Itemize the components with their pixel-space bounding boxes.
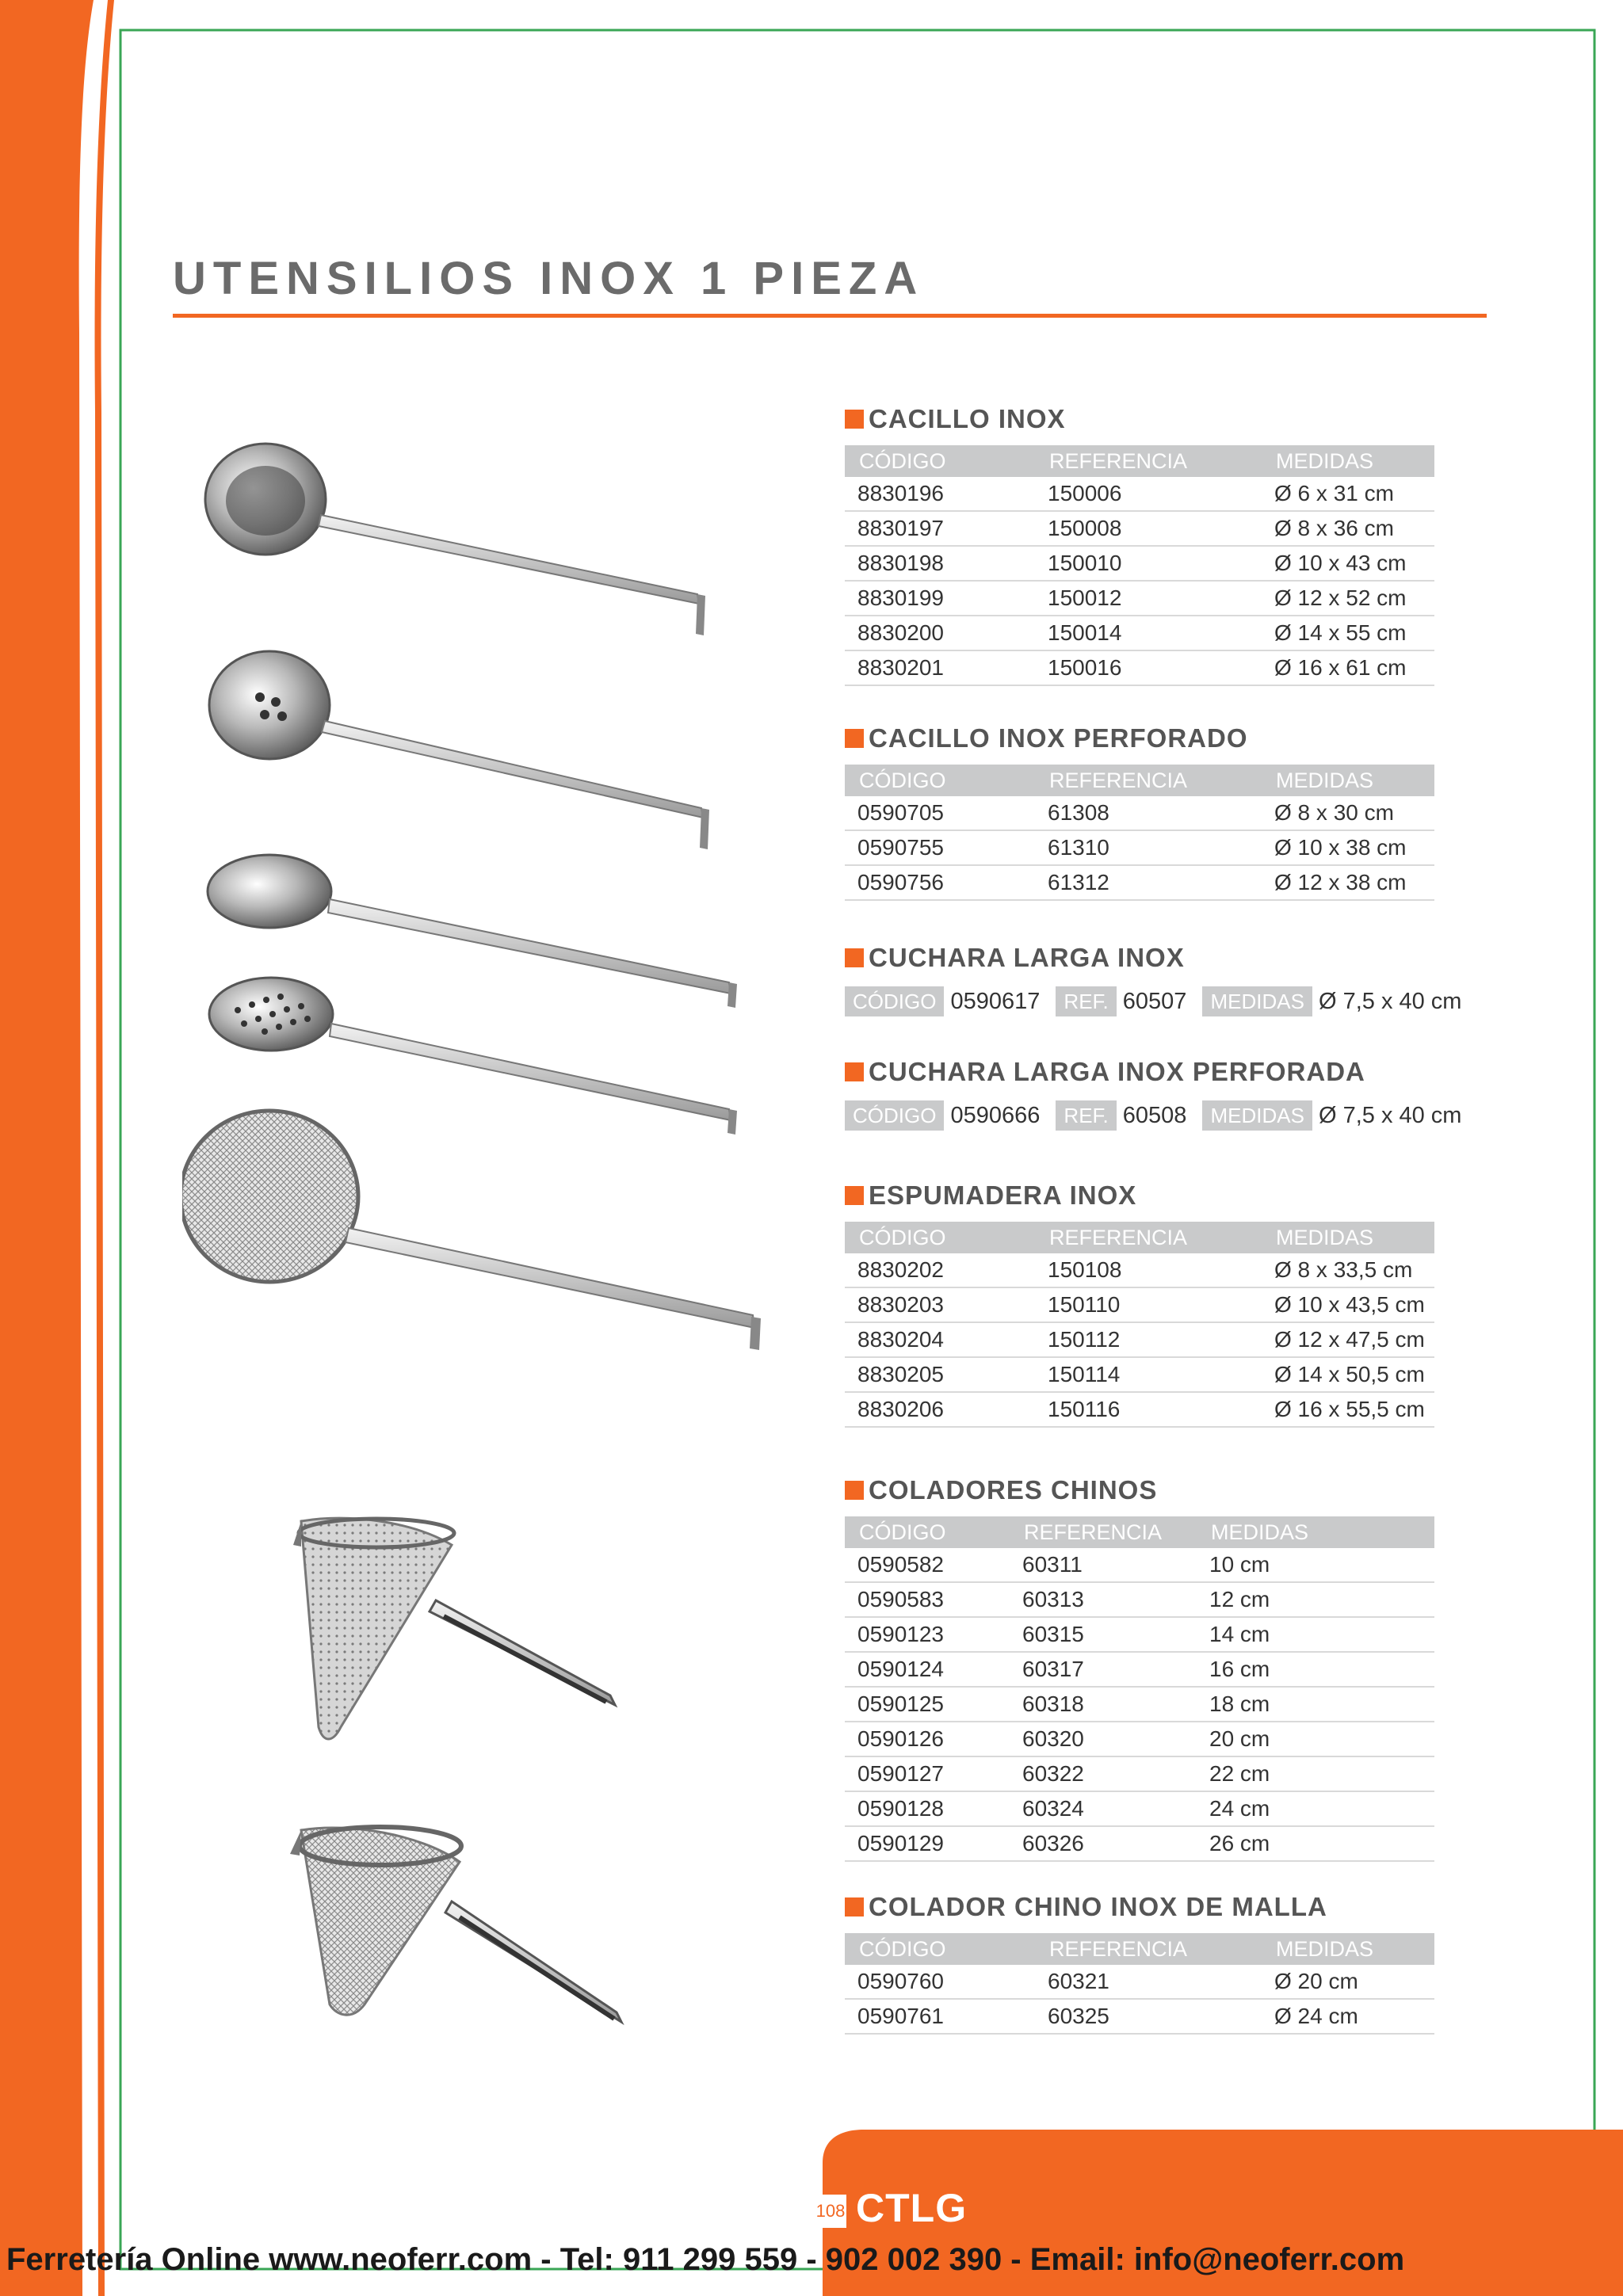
table-row (845, 616, 1434, 650)
cell-referencia: 60320 (1010, 1722, 1197, 1756)
col-header-medidas: MEDIDAS (1262, 1222, 1434, 1253)
section-bullet (845, 410, 864, 429)
codigo-label: CÓDIGO (845, 1100, 944, 1131)
col-header-medidas: MEDIDAS (1197, 1516, 1434, 1548)
perforated-ladle-illustration (209, 651, 709, 849)
section-bullet (845, 948, 864, 967)
cell-referencia: 60324 (1010, 1791, 1197, 1826)
cell-codigo: 8830205 (845, 1357, 1035, 1392)
codigo-value: 0590666 (950, 1103, 1041, 1128)
section-bullet (845, 1897, 864, 1917)
cell-referencia: 150112 (1035, 1322, 1262, 1357)
col-header-codigo: CÓDIGO (845, 445, 1035, 477)
cell-codigo: 0590755 (845, 830, 1035, 865)
ref-label: REF. (1056, 1100, 1116, 1131)
cell-medidas: 20 cm (1197, 1722, 1434, 1756)
ladle-illustration (205, 444, 705, 635)
table-row (845, 581, 1434, 616)
table-row (845, 830, 1434, 865)
col-header-referencia: REFERENCIA (1035, 445, 1262, 477)
left-orange-thin-stripe (95, 0, 114, 2296)
page-title: UTENSILIOS INOX 1 PIEZA (173, 253, 925, 304)
table-row (845, 1791, 1434, 1826)
cell-referencia: 60321 (1035, 1965, 1262, 1999)
section-title-coladores-chinos (845, 1475, 1157, 1505)
section-title-text: CUCHARA LARGA INOX PERFORADA (869, 1057, 1365, 1086)
cell-referencia: 150008 (1035, 511, 1262, 546)
cell-medidas: Ø 14 x 50,5 cm (1262, 1357, 1434, 1392)
section-title-text: CACILLO INOX PERFORADO (869, 723, 1248, 753)
cell-referencia: 150110 (1035, 1287, 1262, 1322)
col-header-referencia: REFERENCIA (1010, 1516, 1197, 1548)
cell-codigo: 0590123 (845, 1617, 1010, 1652)
cell-medidas: 14 cm (1197, 1617, 1434, 1652)
codigo-value: 0590617 (950, 989, 1041, 1014)
col-header-medidas: MEDIDAS (1262, 445, 1434, 477)
cell-medidas: 26 cm (1197, 1826, 1434, 1861)
section-bullet (845, 1062, 864, 1081)
medidas-value: Ø 7,5 x 40 cm (1318, 1103, 1462, 1128)
cell-medidas: Ø 8 x 33,5 cm (1262, 1253, 1434, 1287)
col-header-referencia: REFERENCIA (1035, 1933, 1262, 1965)
table-row (845, 1548, 1434, 1582)
medidas-value: Ø 7,5 x 40 cm (1318, 989, 1462, 1014)
cell-codigo: 0590129 (845, 1826, 1010, 1861)
cell-codigo: 0590761 (845, 1999, 1035, 2034)
cell-medidas: Ø 6 x 31 cm (1262, 477, 1434, 511)
table-row (845, 1652, 1434, 1687)
table-row (845, 1357, 1434, 1392)
table-row (845, 1722, 1434, 1756)
page-number: 108 (815, 2195, 846, 2228)
cell-referencia: 150006 (1035, 477, 1262, 511)
left-orange-band (0, 0, 94, 2296)
section-bullet (845, 1481, 864, 1500)
section-title-text: CUCHARA LARGA INOX (869, 943, 1185, 972)
cell-referencia: 150010 (1035, 546, 1262, 581)
cell-referencia: 60325 (1035, 1999, 1262, 2034)
cell-codigo: 0590126 (845, 1722, 1010, 1756)
table-row (845, 477, 1434, 511)
table-row (845, 1392, 1434, 1427)
cell-referencia: 60313 (1010, 1582, 1197, 1617)
table-row (845, 1965, 1434, 1999)
col-header-codigo: CÓDIGO (845, 1933, 1035, 1965)
section-title-cacillo-inox (845, 404, 1066, 434)
cell-medidas: 12 cm (1197, 1582, 1434, 1617)
table-row (845, 1687, 1434, 1722)
section-title-espumadera (845, 1180, 1136, 1211)
table-colador-malla (845, 1933, 1434, 2035)
title-underline (173, 314, 1487, 318)
col-header-medidas: MEDIDAS (1262, 765, 1434, 796)
section-title-colador-malla (845, 1892, 1327, 1922)
cell-referencia: 60315 (1010, 1617, 1197, 1652)
cell-codigo: 8830199 (845, 581, 1035, 616)
table-row (845, 546, 1434, 581)
cell-referencia: 60326 (1010, 1826, 1197, 1861)
cell-medidas: Ø 10 x 38 cm (1262, 830, 1434, 865)
table-row (845, 1322, 1434, 1357)
section-bullet (845, 1186, 864, 1205)
table-espumadera (845, 1222, 1434, 1428)
cell-referencia: 60311 (1010, 1548, 1197, 1582)
table-row (845, 1582, 1434, 1617)
col-header-referencia: REFERENCIA (1035, 1222, 1262, 1253)
cell-medidas: Ø 8 x 30 cm (1262, 796, 1434, 830)
spec-row-cuchara-larga (845, 989, 1471, 1015)
table-cacillo-inox (845, 445, 1434, 686)
footer-contact-line: Ferretería Online www.neoferr.com - Tel: 911 299 559 - 902 002 390 - Email: info@neoferr.com (6, 2242, 1405, 2277)
section-title-cuchara-perforada (845, 1057, 1365, 1087)
product-illustrations (182, 428, 800, 2060)
cell-codigo: 8830198 (845, 546, 1035, 581)
table-row (845, 511, 1434, 546)
table-row (845, 1287, 1434, 1322)
spec-row-cuchara-perforada (845, 1103, 1471, 1129)
cell-codigo: 8830200 (845, 616, 1035, 650)
cell-codigo: 8830201 (845, 650, 1035, 685)
col-header-codigo: CÓDIGO (845, 1516, 1010, 1548)
cell-codigo: 0590127 (845, 1756, 1010, 1791)
cell-medidas: 22 cm (1197, 1756, 1434, 1791)
cell-referencia: 60322 (1010, 1756, 1197, 1791)
cell-medidas: Ø 12 x 52 cm (1262, 581, 1434, 616)
table-row (845, 1617, 1434, 1652)
cell-codigo: 8830204 (845, 1322, 1035, 1357)
table-row (845, 1826, 1434, 1861)
codigo-label: CÓDIGO (845, 986, 944, 1016)
cell-medidas: Ø 10 x 43 cm (1262, 546, 1434, 581)
section-title-text: CACILLO INOX (869, 404, 1066, 433)
table-row (845, 1999, 1434, 2034)
cell-codigo: 0590705 (845, 796, 1035, 830)
section-bullet (845, 729, 864, 748)
medidas-label: MEDIDAS (1202, 986, 1312, 1016)
cell-referencia: 61312 (1035, 865, 1262, 900)
cell-referencia: 61310 (1035, 830, 1262, 865)
table-coladores-chinos (845, 1516, 1434, 1862)
mesh-chinois-illustration (290, 1827, 621, 2022)
cell-codigo: 0590125 (845, 1687, 1010, 1722)
skimmer-illustration (182, 1111, 761, 1350)
cell-medidas: 24 cm (1197, 1791, 1434, 1826)
cell-medidas: Ø 12 x 47,5 cm (1262, 1322, 1434, 1357)
col-header-codigo: CÓDIGO (845, 1222, 1035, 1253)
cell-codigo: 0590583 (845, 1582, 1010, 1617)
cell-codigo: 8830197 (845, 511, 1035, 546)
cell-referencia: 150016 (1035, 650, 1262, 685)
ref-label: REF. (1056, 986, 1116, 1016)
col-header-medidas: MEDIDAS (1262, 1933, 1434, 1965)
table-cacillo-perforado (845, 765, 1434, 901)
cell-medidas: Ø 24 cm (1262, 1999, 1434, 2034)
cell-referencia: 60318 (1010, 1687, 1197, 1722)
table-row (845, 1253, 1434, 1287)
table-row (845, 650, 1434, 685)
col-header-referencia: REFERENCIA (1035, 765, 1262, 796)
cell-medidas: 10 cm (1197, 1548, 1434, 1582)
col-header-codigo: CÓDIGO (845, 765, 1035, 796)
cell-codigo: 0590760 (845, 1965, 1035, 1999)
cell-medidas: Ø 8 x 36 cm (1262, 511, 1434, 546)
ref-value: 60508 (1122, 1103, 1187, 1128)
cell-medidas: 18 cm (1197, 1687, 1434, 1722)
cell-codigo: 8830202 (845, 1253, 1035, 1287)
cell-codigo: 0590124 (845, 1652, 1010, 1687)
cell-medidas: Ø 14 x 55 cm (1262, 616, 1434, 650)
cell-referencia: 150012 (1035, 581, 1262, 616)
section-title-text: COLADORES CHINOS (869, 1475, 1158, 1505)
cell-codigo: 0590582 (845, 1548, 1010, 1582)
cell-medidas: 16 cm (1197, 1652, 1434, 1687)
cell-codigo: 0590756 (845, 865, 1035, 900)
chinois-illustration (293, 1518, 615, 1739)
cell-referencia: 61308 (1035, 796, 1262, 830)
section-title-text: ESPUMADERA INOX (869, 1180, 1137, 1210)
cell-codigo: 8830206 (845, 1392, 1035, 1427)
cell-medidas: Ø 20 cm (1262, 1965, 1434, 1999)
section-title-text: COLADOR CHINO INOX DE MALLA (869, 1892, 1327, 1921)
table-row (845, 1756, 1434, 1791)
cell-codigo: 8830196 (845, 477, 1035, 511)
cell-medidas: Ø 16 x 61 cm (1262, 650, 1434, 685)
ref-value: 60507 (1122, 989, 1187, 1014)
cell-medidas: Ø 10 x 43,5 cm (1262, 1287, 1434, 1322)
cell-referencia: 60317 (1010, 1652, 1197, 1687)
table-row (845, 796, 1434, 830)
cell-medidas: Ø 16 x 55,5 cm (1262, 1392, 1434, 1427)
cell-referencia: 150014 (1035, 616, 1262, 650)
cell-referencia: 150108 (1035, 1253, 1262, 1287)
brand-logo: CTLG (856, 2186, 968, 2230)
section-title-cuchara-larga (845, 943, 1185, 973)
cell-codigo: 8830203 (845, 1287, 1035, 1322)
table-row (845, 865, 1434, 900)
section-title-cacillo-perforado (845, 723, 1248, 753)
cell-codigo: 0590128 (845, 1791, 1010, 1826)
medidas-label: MEDIDAS (1202, 1100, 1312, 1131)
cell-referencia: 150116 (1035, 1392, 1262, 1427)
cell-medidas: Ø 12 x 38 cm (1262, 865, 1434, 900)
cell-referencia: 150114 (1035, 1357, 1262, 1392)
